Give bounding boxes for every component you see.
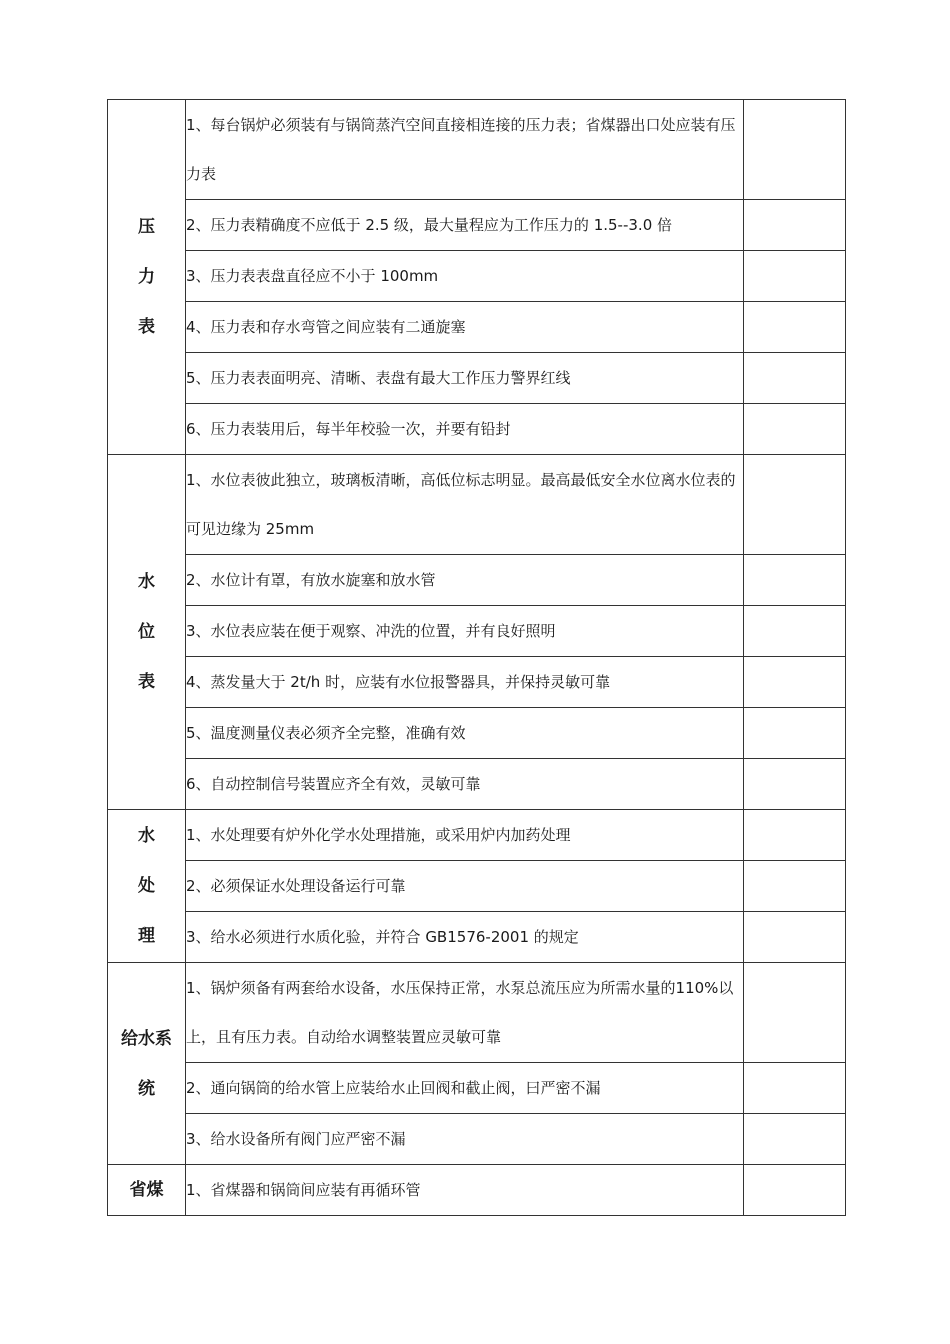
table-row: [108, 657, 846, 708]
table-row: [108, 302, 846, 353]
table-row: [108, 1165, 846, 1216]
category-cell-pressure-gauge: [108, 100, 186, 455]
category-label: 统: [138, 1078, 155, 1099]
table-row: [108, 912, 846, 963]
category-label: 省煤: [129, 1180, 164, 1200]
table-row: [108, 963, 846, 1063]
category-label: 水: [138, 826, 155, 846]
category-cell-economizer: [108, 1165, 186, 1216]
check-item: 1、水处理要有炉外化学水处理措施，或采用炉内加药处理: [186, 810, 744, 861]
result-cell[interactable]: [744, 759, 846, 810]
check-item: 1、锅炉须备有两套给水设备，水压保持正常，水泵总流压应为所需水量的110%以上，且有压力表。自动给水调整装置应灵敏可靠: [186, 963, 744, 1063]
table-row: [108, 1063, 846, 1114]
result-cell[interactable]: [744, 555, 846, 606]
table-row: [108, 861, 846, 912]
check-item: 1、省煤器和锅筒间应装有再循环管: [186, 1165, 744, 1216]
result-cell[interactable]: [744, 455, 846, 555]
category-label: 给水系: [121, 1028, 172, 1049]
table-row: [108, 251, 846, 302]
table-row: [108, 353, 846, 404]
table-row: [108, 1114, 846, 1165]
result-cell[interactable]: [744, 912, 846, 963]
category-label: 表: [138, 672, 155, 692]
result-cell[interactable]: [744, 708, 846, 759]
category-label: 位: [138, 622, 155, 642]
check-item: 3、水位表应装在便于观察、冲洗的位置，并有良好照明: [186, 606, 744, 657]
category-cell-water-treatment: [108, 810, 186, 963]
table-row: [108, 455, 846, 555]
check-item: 1、每台锅炉必须装有与锅筒蒸汽空间直接相连接的压力表；省煤器出口处应装有压力表: [186, 100, 744, 200]
category-label: 处: [138, 876, 155, 896]
check-item: 6、压力表装用后，每半年校验一次，并要有铅封: [186, 404, 744, 455]
result-cell[interactable]: [744, 963, 846, 1063]
category-label: 力: [138, 267, 155, 287]
result-cell[interactable]: [744, 1165, 846, 1216]
check-item: 2、压力表精确度不应低于 2.5 级，最大量程应为工作压力的 1.5--3.0 倍: [186, 200, 744, 251]
result-cell[interactable]: [744, 1114, 846, 1165]
check-item: 5、温度测量仪表必须齐全完整，准确有效: [186, 708, 744, 759]
result-cell[interactable]: [744, 100, 846, 200]
table-row: [108, 555, 846, 606]
category-cell-water-level-gauge: [108, 455, 186, 810]
table-row: [108, 100, 846, 200]
table-row: [108, 606, 846, 657]
result-cell[interactable]: [744, 606, 846, 657]
result-cell[interactable]: [744, 810, 846, 861]
check-item: 6、自动控制信号装置应齐全有效，灵敏可靠: [186, 759, 744, 810]
category-cell-feed-water-system: [108, 963, 186, 1165]
check-item: 2、通向锅筒的给水管上应装给水止回阀和截止阀，曰严密不漏: [186, 1063, 744, 1114]
table-row: [108, 200, 846, 251]
check-item: 4、压力表和存水弯管之间应装有二通旋塞: [186, 302, 744, 353]
category-label: 水: [138, 572, 155, 592]
result-cell[interactable]: [744, 404, 846, 455]
check-item: 3、给水必须进行水质化验，并符合 GB1576-2001 的规定: [186, 912, 744, 963]
result-cell[interactable]: [744, 657, 846, 708]
inspection-table: [107, 99, 846, 1216]
table-row: [108, 404, 846, 455]
check-item: 3、压力表表盘直径应不小于 100mm: [186, 251, 744, 302]
table-row: [108, 810, 846, 861]
result-cell[interactable]: [744, 1063, 846, 1114]
category-label: 压: [138, 217, 155, 237]
check-item: 3、给水设备所有阀门应严密不漏: [186, 1114, 744, 1165]
category-label: 理: [138, 926, 155, 946]
result-cell[interactable]: [744, 353, 846, 404]
result-cell[interactable]: [744, 251, 846, 302]
table-row: [108, 708, 846, 759]
check-item: 2、水位计有罩，有放水旋塞和放水管: [186, 555, 744, 606]
check-item: 5、压力表表面明亮、清晰、表盘有最大工作压力警界红线: [186, 353, 744, 404]
table-row: [108, 759, 846, 810]
check-item: 1、水位表彼此独立，玻璃板清晰，高低位标志明显。最高最低安全水位离水位表的可见边缘为 25mm: [186, 455, 744, 555]
result-cell[interactable]: [744, 861, 846, 912]
check-item: 4、蒸发量大于 2t/h 时，应装有水位报警器具，并保持灵敏可靠: [186, 657, 744, 708]
result-cell[interactable]: [744, 200, 846, 251]
check-item: 2、必须保证水处理设备运行可靠: [186, 861, 744, 912]
category-label: 表: [138, 317, 155, 337]
result-cell[interactable]: [744, 302, 846, 353]
